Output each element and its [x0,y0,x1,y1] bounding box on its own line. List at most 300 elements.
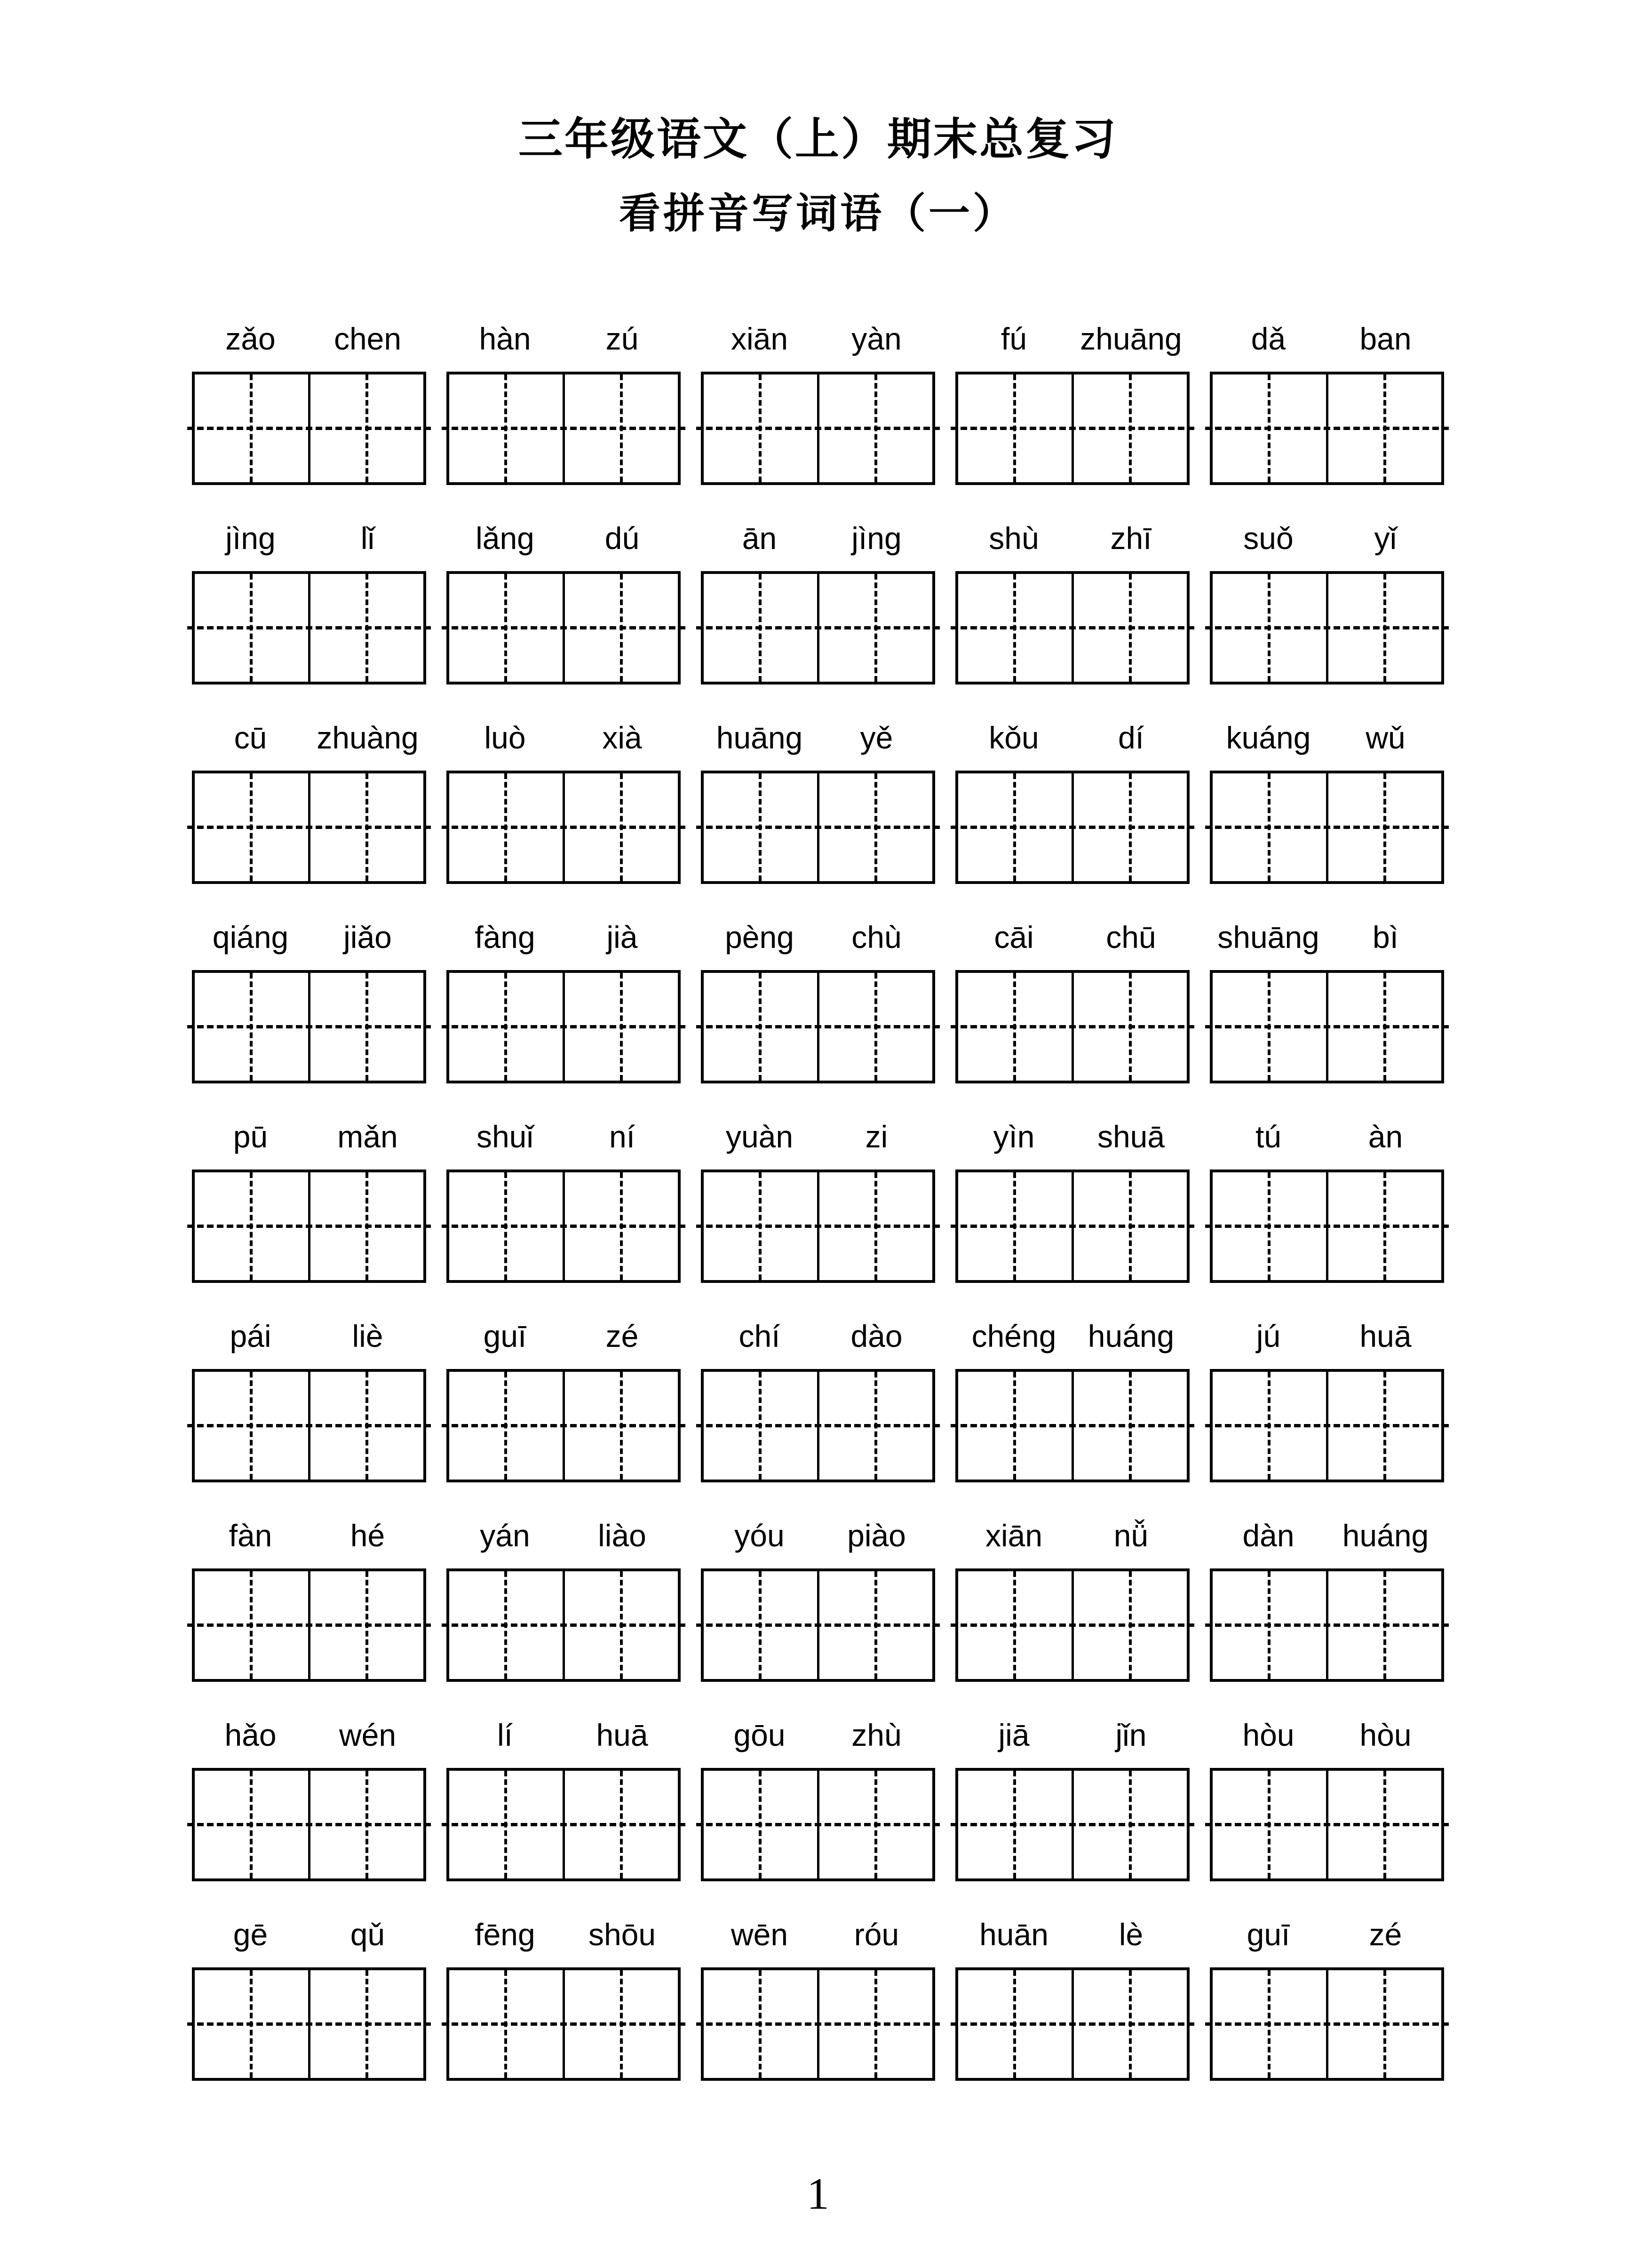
writing-cell[interactable] [819,374,933,482]
writing-cell[interactable] [1213,1771,1328,1878]
writing-grid-group [192,1967,426,2081]
writing-grid-group [446,1568,681,1682]
writing-cell[interactable] [195,1372,310,1480]
writing-grid-group [192,372,426,485]
writing-grid-group [701,1170,935,1283]
pinyin-syllable: àn [1368,1119,1403,1154]
pinyin-syllable: tú [1255,1119,1282,1154]
word-row [192,1916,1444,2081]
pinyin-syllable: shù [989,521,1039,556]
writing-grid-group [955,571,1190,684]
pinyin-syllable: guī [483,1319,527,1353]
pinyin-syllable: hé [350,1518,385,1553]
pinyin-word [1210,918,1444,956]
pinyin-word [446,1716,681,1754]
pinyin-syllable: chí [739,1319,780,1353]
pinyin-syllable: mǎn [337,1119,398,1154]
pinyin-word [1210,1317,1444,1355]
writing-cell[interactable] [449,1970,565,2078]
writing-cell[interactable] [195,973,310,1081]
pinyin-syllable: ān [742,521,777,556]
writing-grid-group [446,1170,681,1283]
writing-cell[interactable] [1328,374,1442,482]
pinyin-word [446,519,681,557]
pinyin-syllable: liè [352,1319,383,1353]
writing-cell[interactable] [704,973,819,1081]
writing-grid-group [701,1967,935,2081]
pinyin-word [701,719,935,756]
writing-cell[interactable] [565,1970,678,2078]
writing-cell[interactable] [310,1372,424,1480]
pinyin-syllable: zé [1369,1917,1402,1952]
pinyin-syllable: jǐn [1115,1718,1147,1752]
pinyin-syllable: chù [851,920,902,955]
pinyin-syllable: shuǐ [476,1119,534,1154]
pinyin-word [955,519,1190,557]
writing-cell[interactable] [704,574,819,682]
writing-cell[interactable] [565,1571,678,1679]
writing-cell[interactable] [565,773,678,881]
worksheet-body [192,320,1444,2081]
pinyin-syllable: huāng [716,720,803,755]
word-row [192,918,1444,1083]
pinyin-syllable: dí [1118,720,1144,755]
writing-cell[interactable] [565,1771,678,1878]
pinyin-word [192,1517,426,1554]
pinyin-word [1210,1916,1444,1953]
pinyin-syllable: lè [1119,1917,1144,1952]
pinyin-syllable: jiǎo [343,920,392,955]
writing-cell[interactable] [310,1571,424,1679]
pinyin-word [955,320,1190,358]
writing-cell[interactable] [1074,1771,1187,1878]
writing-cell[interactable] [1074,773,1187,881]
pinyin-syllable: fēng [475,1917,535,1952]
pinyin-syllable: cāi [994,920,1034,955]
writing-cell[interactable] [310,973,424,1081]
pinyin-line [192,1118,1444,1155]
writing-cell[interactable] [449,973,565,1081]
writing-cell[interactable] [1328,773,1442,881]
pinyin-word [701,1716,935,1754]
writing-cell[interactable] [1213,773,1328,881]
pinyin-word [701,918,935,956]
pinyin-word [192,719,426,756]
writing-cell[interactable] [1328,1771,1442,1878]
pinyin-syllable: wēn [731,1917,788,1952]
pinyin-syllable: lí [497,1718,513,1752]
writing-grid-group [955,1967,1190,2081]
writing-cell[interactable] [819,1172,933,1280]
writing-grid-group [701,1768,935,1881]
writing-grid-group [701,1568,935,1682]
writing-cell[interactable] [1074,1571,1187,1679]
pinyin-word [955,1916,1190,1953]
pinyin-word [1210,1118,1444,1155]
writing-cell[interactable] [958,574,1074,682]
pinyin-syllable: yǐ [1374,521,1397,556]
writing-cell[interactable] [704,1372,819,1480]
pinyin-syllable: shuāng [1217,920,1319,955]
grid-line [192,1768,1444,1881]
pinyin-syllable: yóu [734,1518,785,1553]
pinyin-line [192,918,1444,956]
writing-cell[interactable] [819,1771,933,1878]
grid-line [192,571,1444,684]
writing-cell[interactable] [195,1571,310,1679]
writing-cell[interactable] [310,1771,424,1878]
pinyin-syllable: wǔ [1366,720,1406,755]
writing-grid-group [955,1170,1190,1283]
writing-grid-group [955,1568,1190,1682]
writing-grid-group [1210,1768,1444,1881]
writing-cell[interactable] [958,1970,1074,2078]
writing-cell[interactable] [958,973,1074,1081]
pinyin-word [955,1317,1190,1355]
writing-cell[interactable] [1328,1970,1442,2078]
writing-cell[interactable] [704,1172,819,1280]
writing-cell[interactable] [1328,574,1442,682]
writing-grid-group [955,970,1190,1083]
writing-cell[interactable] [819,574,933,682]
pinyin-syllable: fú [1001,321,1027,356]
pinyin-syllable: chū [1106,920,1156,955]
pinyin-syllable: shōu [588,1917,656,1952]
pinyin-word [446,1517,681,1554]
pinyin-syllable: liào [598,1518,646,1553]
writing-grid-group [446,1369,681,1482]
writing-cell[interactable] [449,1771,565,1878]
pinyin-line [192,1517,1444,1554]
writing-cell[interactable] [449,1172,565,1280]
writing-cell[interactable] [704,1970,819,2078]
writing-grid-group [1210,1568,1444,1682]
pinyin-syllable: gōu [733,1718,786,1752]
pinyin-word [1210,719,1444,756]
pinyin-syllable: zhuàng [317,720,419,755]
pinyin-word [955,1716,1190,1754]
pinyin-word [701,1916,935,1953]
writing-cell[interactable] [1328,1172,1442,1280]
pinyin-syllable: jiā [998,1718,1030,1752]
pinyin-syllable: zǎo [225,321,276,356]
page-subtitle: 看拼音写词语（一） [619,189,1017,238]
writing-cell[interactable] [958,773,1074,881]
pinyin-syllable: lǐ [360,521,375,556]
writing-cell[interactable] [704,773,819,881]
writing-grid-group [701,771,935,884]
pinyin-syllable: piào [847,1518,906,1553]
writing-grid-group [446,771,681,884]
writing-cell[interactable] [565,374,678,482]
writing-cell[interactable] [1213,973,1328,1081]
pinyin-word [1210,519,1444,557]
writing-cell[interactable] [195,1771,310,1878]
writing-grid-group [446,1768,681,1881]
pinyin-syllable: luò [484,720,526,755]
pinyin-word [446,1317,681,1355]
pinyin-syllable: huā [1359,1319,1412,1353]
pinyin-syllable: róu [854,1917,899,1952]
grid-line [192,1568,1444,1682]
pinyin-syllable: jú [1256,1319,1281,1353]
pinyin-syllable: fàn [229,1518,272,1553]
writing-cell[interactable] [310,1970,424,2078]
pinyin-word [446,1916,681,1953]
writing-grid-group [1210,970,1444,1083]
pinyin-syllable: zú [605,321,639,356]
writing-grid-group [955,372,1190,485]
pinyin-word [192,1317,426,1355]
word-row [192,519,1444,684]
writing-grid-group [446,1967,681,2081]
pinyin-syllable: jià [606,920,638,955]
pinyin-syllable: fàng [475,920,535,955]
writing-cell[interactable] [958,374,1074,482]
pinyin-word [446,719,681,756]
pinyin-syllable: lǎng [476,521,534,556]
writing-cell[interactable] [704,1571,819,1679]
pinyin-syllable: ní [609,1119,635,1154]
writing-grid-group [701,970,935,1083]
pinyin-line [192,1317,1444,1355]
pinyin-syllable: huáng [1088,1319,1175,1353]
writing-cell[interactable] [1328,1372,1442,1480]
pinyin-syllable: shuā [1097,1119,1165,1154]
writing-cell[interactable] [819,1970,933,2078]
pinyin-word [192,519,426,557]
writing-cell[interactable] [1213,1571,1328,1679]
writing-grid-group [701,571,935,684]
writing-grid-group [446,372,681,485]
writing-grid-group [192,1568,426,1682]
pinyin-syllable: chen [334,321,402,356]
writing-grid-group [701,372,935,485]
writing-cell[interactable] [1074,1172,1187,1280]
pinyin-syllable: zi [865,1119,888,1154]
pinyin-word [955,719,1190,756]
writing-cell[interactable] [1328,1571,1442,1679]
writing-cell[interactable] [1213,374,1328,482]
page-header [0,115,1636,238]
pinyin-word [446,918,681,956]
writing-grid-group [192,571,426,684]
grid-line [192,1369,1444,1482]
writing-grid-group [1210,372,1444,485]
pinyin-syllable: yuàn [725,1119,794,1154]
word-row [192,1517,1444,1682]
pinyin-syllable: jìng [225,521,276,556]
writing-cell[interactable] [819,773,933,881]
pinyin-line [192,719,1444,756]
pinyin-syllable: yán [480,1518,530,1553]
writing-grid-group [1210,1369,1444,1482]
pinyin-syllable: yìn [993,1119,1035,1154]
writing-cell[interactable] [565,574,678,682]
word-row [192,1317,1444,1482]
pinyin-syllable: xiān [731,321,788,356]
pinyin-word [1210,1517,1444,1554]
grid-line [192,771,1444,884]
writing-cell[interactable] [310,374,424,482]
pinyin-syllable: pèng [725,920,794,955]
writing-cell[interactable] [1074,1372,1187,1480]
pinyin-line [192,1916,1444,1953]
pinyin-syllable: huáng [1342,1518,1429,1553]
writing-cell[interactable] [1074,973,1187,1081]
pinyin-line [192,519,1444,557]
page-number: 1 [807,2169,829,2219]
pinyin-syllable: huān [979,1917,1048,1952]
writing-cell[interactable] [1074,1970,1187,2078]
pinyin-syllable: hǎo [224,1718,277,1752]
writing-cell[interactable] [819,973,933,1081]
word-row [192,719,1444,884]
pinyin-syllable: qiáng [212,920,289,955]
writing-cell[interactable] [195,773,310,881]
pinyin-syllable: wén [339,1718,397,1752]
pinyin-syllable: dú [604,521,640,556]
pinyin-syllable: hàn [479,321,531,356]
writing-cell[interactable] [1074,374,1187,482]
writing-grid-group [701,1369,935,1482]
grid-line [192,372,1444,485]
pinyin-syllable: dào [850,1319,903,1353]
writing-cell[interactable] [195,574,310,682]
pinyin-word [701,1317,935,1355]
writing-grid-group [192,970,426,1083]
pinyin-word [701,1118,935,1155]
writing-cell[interactable] [565,1172,678,1280]
writing-cell[interactable] [449,574,565,682]
pinyin-word [192,1716,426,1754]
writing-cell[interactable] [958,1372,1074,1480]
pinyin-syllable: dàn [1242,1518,1295,1553]
writing-grid-group [1210,1967,1444,2081]
page-title: 三年级语文（上）期末总复习 [518,115,1118,164]
pinyin-syllable: bì [1372,920,1399,955]
pinyin-word [955,918,1190,956]
pinyin-syllable: xià [602,720,642,755]
word-row [192,320,1444,485]
writing-cell[interactable] [310,574,424,682]
writing-cell[interactable] [1213,1172,1328,1280]
writing-grid-group [955,771,1190,884]
writing-cell[interactable] [958,1172,1074,1280]
writing-grid-group [192,1768,426,1881]
writing-cell[interactable] [310,773,424,881]
pinyin-syllable: suǒ [1243,521,1294,556]
writing-cell[interactable] [958,1571,1074,1679]
pinyin-syllable: xiān [985,1518,1043,1553]
writing-cell[interactable] [195,1172,310,1280]
writing-cell[interactable] [195,374,310,482]
pinyin-syllable: pū [233,1119,268,1154]
writing-grid-group [192,1170,426,1283]
writing-cell[interactable] [565,1372,678,1480]
writing-cell[interactable] [704,1771,819,1878]
pinyin-syllable: kǒu [989,720,1039,755]
writing-grid-group [1210,1170,1444,1283]
pinyin-word [701,320,935,358]
writing-cell[interactable] [1213,1970,1328,2078]
pinyin-word [701,519,935,557]
writing-grid-group [955,1369,1190,1482]
pinyin-syllable: hòu [1242,1718,1295,1752]
writing-cell[interactable] [819,1571,933,1679]
grid-line [192,1967,1444,2081]
pinyin-word [192,1118,426,1155]
pinyin-syllable: kuáng [1226,720,1311,755]
writing-cell[interactable] [310,1172,424,1280]
pinyin-word [446,320,681,358]
writing-cell[interactable] [565,973,678,1081]
pinyin-word [192,1916,426,1953]
pinyin-word [701,1517,935,1554]
pinyin-syllable: qǔ [350,1917,385,1952]
pinyin-syllable: guī [1247,1917,1290,1952]
pinyin-word [1210,320,1444,358]
pinyin-syllable: cū [234,720,267,755]
writing-cell[interactable] [1328,973,1442,1081]
pinyin-word [446,1118,681,1155]
pinyin-syllable: dǎ [1251,321,1286,356]
pinyin-syllable: jìng [851,521,902,556]
word-row [192,1716,1444,1881]
writing-cell[interactable] [1213,1372,1328,1480]
pinyin-syllable: pái [230,1319,271,1353]
writing-cell[interactable] [819,1372,933,1480]
grid-line [192,970,1444,1083]
writing-grid-group [955,1768,1190,1881]
writing-cell[interactable] [449,1372,565,1480]
word-row [192,1118,1444,1283]
writing-grid-group [446,970,681,1083]
pinyin-syllable: zhù [851,1718,902,1752]
pinyin-word [1210,1716,1444,1754]
pinyin-syllable: zé [605,1319,639,1353]
pinyin-syllable: nǚ [1113,1518,1149,1553]
pinyin-syllable: zhī [1110,521,1152,556]
writing-cell[interactable] [1213,574,1328,682]
writing-grid-group [192,771,426,884]
writing-cell[interactable] [195,1970,310,2078]
writing-grid-group [446,571,681,684]
pinyin-line [192,320,1444,358]
writing-cell[interactable] [958,1771,1074,1878]
writing-grid-group [1210,571,1444,684]
pinyin-syllable: zhuāng [1080,321,1182,356]
pinyin-syllable: yàn [851,321,902,356]
writing-grid-group [192,1369,426,1482]
writing-cell[interactable] [449,1571,565,1679]
pinyin-syllable: huā [596,1718,648,1752]
writing-cell[interactable] [449,374,565,482]
writing-cell[interactable] [1074,574,1187,682]
writing-cell[interactable] [704,374,819,482]
writing-cell[interactable] [449,773,565,881]
pinyin-syllable: hòu [1359,1718,1412,1752]
pinyin-word [955,1517,1190,1554]
pinyin-line [192,1716,1444,1754]
pinyin-word [192,320,426,358]
pinyin-syllable: gē [233,1917,268,1952]
pinyin-syllable: ban [1359,321,1412,356]
pinyin-word [955,1118,1190,1155]
pinyin-word [192,918,426,956]
writing-grid-group [1210,771,1444,884]
pinyin-syllable: chéng [971,1319,1056,1353]
